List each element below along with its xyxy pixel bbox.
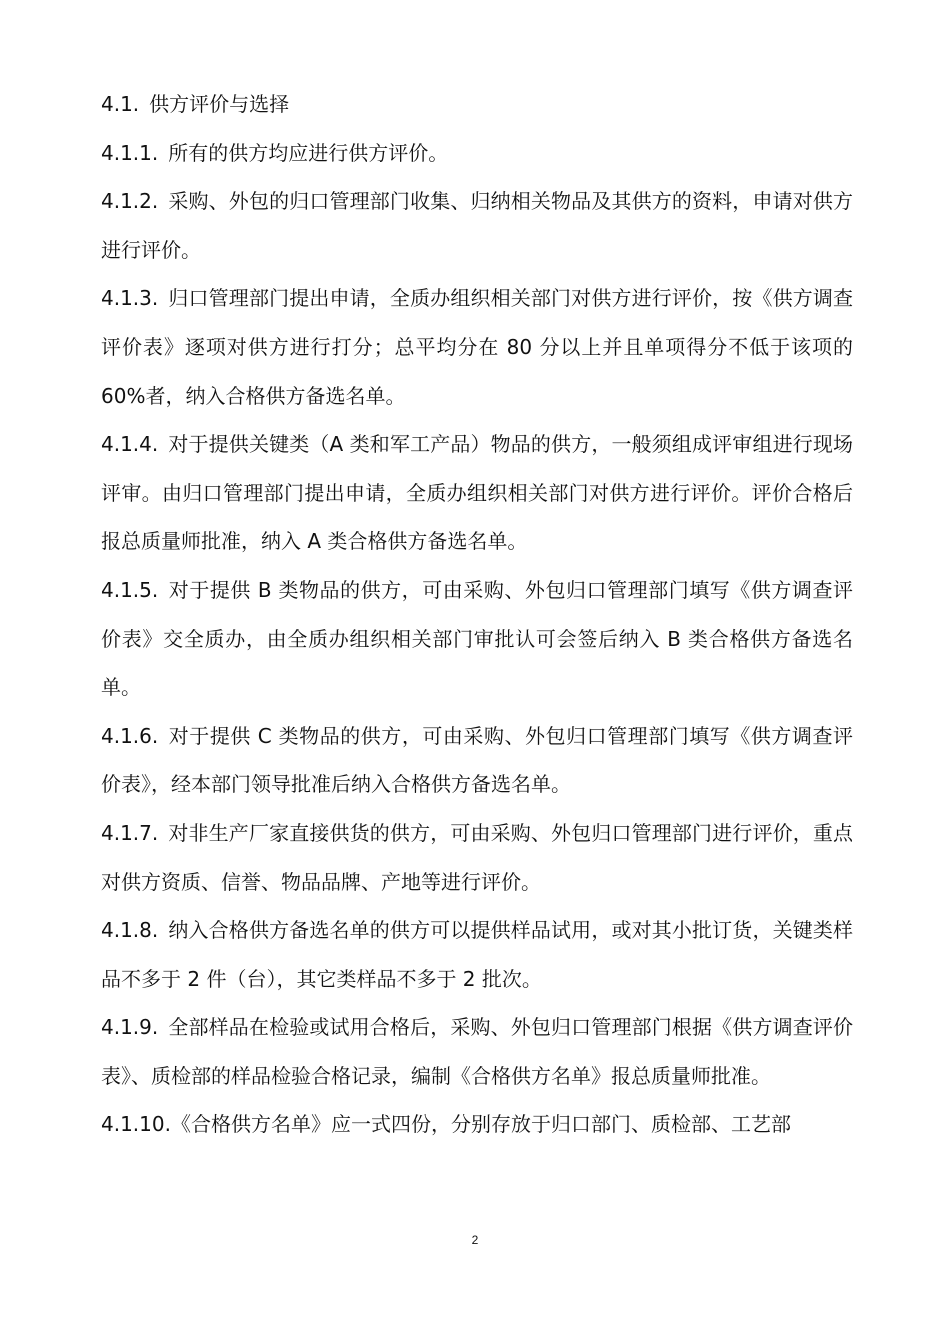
clause-number: 4.1.9. [101, 1015, 159, 1040]
clause-text: 全部样品在检验或试用合格后，采购、外包归口管理部门根据《供方调查评价表》、质检部的样品检验合格记录，编制《合格供方名单》报总质量师批准。 [101, 1015, 853, 1088]
section-title: 供方评价与选择 [149, 92, 290, 116]
clause-number: 4.1.4. [101, 432, 159, 457]
clause-number: 4.1.6. [101, 723, 159, 748]
clause-number: 4.1.10. [101, 1112, 171, 1137]
clause-text: 《合格供方名单》应一式四份，分别存放于归口部门、质检部、工艺部 [170, 1112, 791, 1137]
clause-text: 归口管理部门提出申请，全质办组织相关部门对供方进行评价，按《供方调查评价表》逐项对供方进行打分；总平均分在 80 分以上并且单项得分不低于该项的 60%者，纳入合格供方备选名单。 [101, 286, 853, 408]
section-number: 4.1. [101, 92, 140, 116]
clause-text: 对非生产厂家直接供货的供方，可由采购、外包归口管理部门进行评价，重点对供方资质、信誉、物品品牌、产地等进行评价。 [101, 820, 853, 894]
paragraph-4-1-7 [101, 809, 853, 906]
document-page [101, 80, 853, 1149]
paragraph-4-1-3 [101, 274, 853, 420]
paragraph-4-1-1 [101, 129, 853, 178]
clause-text: 对于提供 C 类物品的供方，可由采购、外包归口管理部门填写《供方调查评价表》，经本部门领导批准后纳入合格供方备选名单。 [101, 723, 853, 797]
clause-text: 所有的供方均应进行供方评价。 [168, 140, 449, 165]
paragraph-4-1-5 [101, 566, 853, 712]
clause-text: 对于提供关键类（A 类和军工产品）物品的供方，一般须组成评审组进行现场评审。由归口管理部门提出申请，全质办组织相关部门对供方进行评价。评价合格后报总质量师批准，纳入 A 类合格供方备选名单。 [101, 432, 853, 554]
clause-number: 4.1.3. [101, 286, 159, 311]
paragraph-4-1-10 [101, 1100, 853, 1149]
paragraph-4-1-8 [101, 906, 853, 1003]
clause-number: 4.1.7. [101, 820, 159, 845]
clause-number: 4.1.5. [101, 577, 159, 602]
paragraph-4-1-9 [101, 1003, 853, 1100]
paragraph-4-1-6 [101, 712, 853, 809]
clause-number: 4.1.1. [101, 140, 159, 165]
clause-text: 对于提供 B 类物品的供方，可由采购、外包归口管理部门填写《供方调查评价表》交全质办，由全质办组织相关部门审批认可会签后纳入 B 类合格供方备选名单。 [101, 577, 853, 700]
clause-text: 纳入合格供方备选名单的供方可以提供样品试用，或对其小批订货，关键类样品不多于 2 件（台），其它类样品不多于 2 批次。 [101, 918, 853, 991]
clause-number: 4.1.2. [101, 189, 159, 214]
page-number: 2 [471, 1233, 479, 1247]
paragraph-4-1-2 [101, 177, 853, 274]
clause-number: 4.1.8. [101, 918, 159, 943]
section-heading [101, 80, 853, 129]
clause-text: 采购、外包的归口管理部门收集、归纳相关物品及其供方的资料，申请对供方进行评价。 [101, 189, 853, 262]
paragraph-4-1-4 [101, 420, 853, 566]
